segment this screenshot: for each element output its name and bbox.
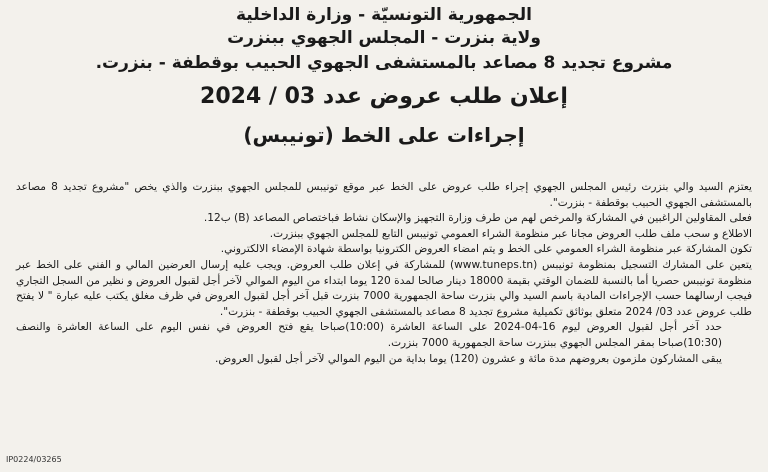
paragraph-submission: يتعين على المشارك التسجيل بمنظومة تونيبس (www.tuneps.tn) للمشاركة في إعلان طلب العروض. ويجب عليه إرسال العرضين المالي و الفني على الخط عبر منظومة تونيبس حصريا أما بالنسبة للضمان الوقتي بقيمة 18000 دينار صالحا لمدة 120 يوما ابتداء من اليوم الموالي لآخر أجل لقبول العروض و نظير من السجل التجاري فيجب ارسالهما حسب الإجراءات المادية باسم السيد والي بنزرت ساحة الجمهورية 7000 بنزرت قبل آخر أجل لقبول العروض في ظرف مغلق يكتب عليه عبارة " لا يفتح طلب عروض عدد 03/ 2024 متعلق بوثائق تكميلية مشروع تجديد 8 مصاعد بالمستشفى الجهوي الحبيب بوقطفة - بنزرت". <box>16 258 753 318</box>
reference-code: IP0224/03265 <box>6 455 62 464</box>
paragraph-validity: يبقى المشاركون ملزمون بعروضهم مدة مائة و عشرون (120) يوما بداية من اليوم الموالي لآخر أجل لقبول العروض. <box>215 352 722 365</box>
paragraph-online: تكون المشاركة عبر منظومة الشراء العمومي على الخط و يتم امضاء العروض الكترونيا بواسطة شهادة الإمضاء الالكتروني. <box>220 243 752 256</box>
paragraph-eligibility: فعلى المقاولين الراغبين في المشاركة والمرخص لهم من طرف وزارة التجهيز والإسكان نشاط فباختصاص المصاعد (B) ب12. <box>203 212 752 225</box>
paragraph-download: الاطلاع و سحب ملف طلب العروض مجانا عبر منظومة الشراء العمومي تونيبس التابع للمجلس الجهوي ببنزرت. <box>269 227 752 240</box>
notice-title: إعلان طلب عروض عدد 03 / 2024 <box>200 84 568 109</box>
notice-body <box>16 180 752 367</box>
notice-subtitle: إجراءات على الخط (تونيبس) <box>243 123 525 147</box>
paragraph-intro: يعتزم السيد والي بنزرت رئيس المجلس الجهوي إجراء طلب عروض على الخط عبر موقع تونيبس للمجلس الجهوي ببنزرت والذي يخص "مشروع تجديد 8 مصاعد بالمستشفى الجهوي الحبيب بوقطفة - بنزرت". <box>16 181 752 209</box>
header-line-project: مشروع تجديد 8 مصاعد بالمستشفى الجهوي الحبيب بوقطفة - بنزرت. <box>95 53 673 73</box>
header-line-ministry: الجمهورية التونسيّة - وزارة الداخلية <box>236 5 532 25</box>
paragraph-deadline: حدد آخر أجل لقبول العروض ليوم 16-04-2024 على الساعة العاشرة (10:00)صباحا يقع فتح العروض في نفس اليوم على الساعة العاشرة والنصف (10:30)صباحا بمقر المجلس الجهوي ببنزرت ساحة الجمهورية 7000 بنزرت. <box>16 321 722 349</box>
header-line-region: ولاية بنزرت - المجلس الجهوي ببنزرت <box>227 28 541 48</box>
